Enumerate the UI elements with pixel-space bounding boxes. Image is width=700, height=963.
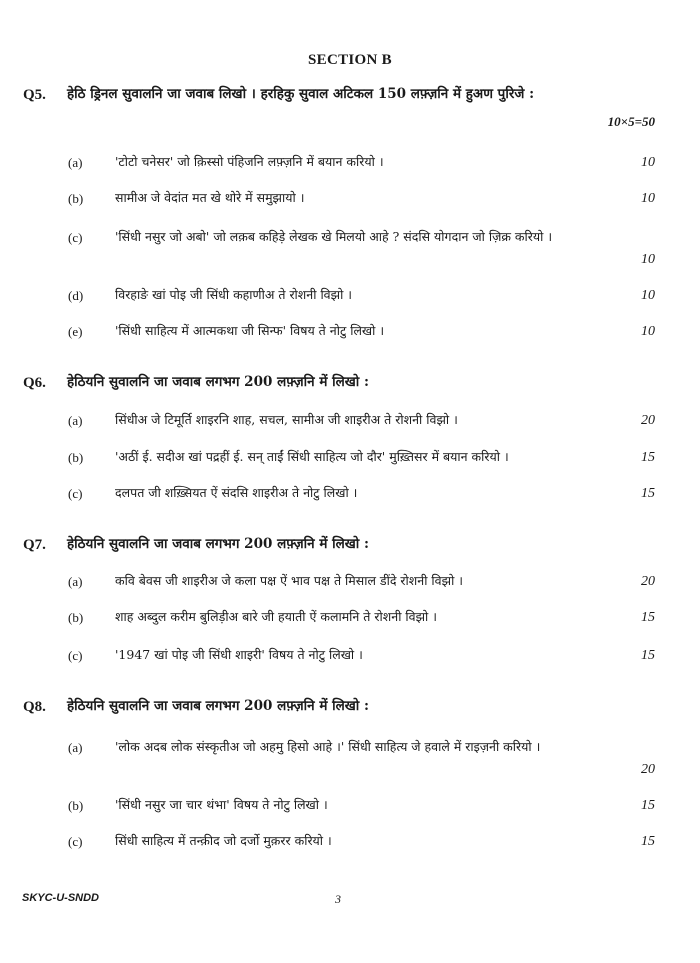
- part-label-q7-c: (c): [68, 648, 83, 663]
- part-label-q5-b: (b): [68, 191, 84, 206]
- part-label-q6-c: (c): [68, 486, 83, 501]
- part-text-q7-b: शाह अब्दुल करीम बुलिड़ीअ बारे जी हयाती ऐं कलामनि ते रोशनी विझो ।: [115, 609, 437, 624]
- page-number: 3: [335, 892, 341, 906]
- part-label-q5-d: (d): [68, 288, 84, 303]
- question-number-q8: Q8.: [23, 699, 46, 715]
- section-title: SECTION B: [308, 52, 392, 68]
- part-marks-q5-e: 10: [641, 324, 655, 339]
- part-label-q5-c: (c): [68, 230, 83, 245]
- part-text-q5-c: 'सिंधी नसुर जो अबो' जो लक़ब कहिड़े लेखक खे मिलयो आहे ? संदसि योगदान जो ज़िक्र करियो ।: [115, 229, 553, 244]
- part-label-q8-b: (b): [68, 798, 84, 813]
- part-marks-q6-c: 15: [641, 486, 655, 501]
- question-number-q7: Q7.: [23, 537, 46, 553]
- part-marks-q7-a: 20: [641, 574, 655, 589]
- question-number-q6: Q6.: [23, 375, 46, 391]
- part-text-q5-e: 'सिंधी साहित्य में आत्मकथा जी सिन्फ' विषय ते नोटु लिखो ।: [115, 323, 385, 338]
- question-text-q8: हेठियनि सुवालनि जा जवाब लगभग 200 लफ़्ज़नि में लिखो :: [67, 698, 369, 714]
- part-label-q6-a: (a): [68, 413, 83, 428]
- question-text-q5: हेठि ड्रिनल सुवालनि जा जवाब लिखो । हरहिकु सुवाल अटिकल 150 लफ़्ज़नि में हुअण पुरिजे :: [67, 86, 535, 102]
- part-text-q8-b: 'सिंधी नसुर जा चार थंभा' विषय ते नोटु लिखो ।: [115, 797, 328, 812]
- part-text-q5-b: सामीअ जे वेदांत मत खे थोरे में समुझायो ।: [115, 190, 305, 205]
- part-marks-q8-c: 15: [641, 834, 655, 849]
- part-label-q8-c: (c): [68, 834, 83, 849]
- question-text-q6: हेठियनि सुवालनि जा जवाब लगभग 200 लफ़्ज़नि में लिखो :: [67, 374, 369, 390]
- part-label-q6-b: (b): [68, 450, 84, 465]
- part-marks-q7-b: 15: [641, 610, 655, 625]
- part-label-q7-a: (a): [68, 574, 83, 589]
- part-marks-q7-c: 15: [641, 648, 655, 663]
- part-text-q6-a: सिंधीअ जे टिमूर्ति शाइरनि शाह, सचल, सामीअ जी शाइरीअ ते रोशनी विझो ।: [115, 412, 458, 427]
- question-number-q5: Q5.: [23, 87, 46, 103]
- part-marks-q5-b: 10: [641, 191, 655, 206]
- part-marks-q5-d: 10: [641, 288, 655, 303]
- part-label-q8-a: (a): [68, 740, 83, 755]
- part-label-q5-a: (a): [68, 155, 83, 170]
- part-text-q8-a: 'लोक अदब लोक संस्कृतीअ जो अहमु हिसो आहे ।' सिंधी साहित्य जे हवाले में राइज़नी करियो ।: [115, 739, 541, 754]
- part-text-q5-a: 'टोटो चनेसर' जो क़िस्सो पंहिजनि लफ़्ज़नि में बयान करियो ।: [115, 154, 384, 169]
- question-text-q7: हेठियनि सुवालनि जा जवाब लगभग 200 लफ़्ज़नि में लिखो :: [67, 536, 369, 552]
- part-text-q7-a: कवि बेवस जी शाइरीअ जे कला पक्ष ऐं भाव पक्ष ते मिसाल डींदे रोशनी विझो ।: [115, 573, 464, 588]
- part-marks-q6-a: 20: [641, 413, 655, 428]
- question-marks-q5: 10×5=50: [607, 114, 655, 129]
- part-marks-q6-b: 15: [641, 450, 655, 465]
- paper-code: SKYC-U-SNDD: [22, 892, 99, 904]
- part-text-q6-b: 'अठीं ई. सदीअ खां पद्रहीं ई. सन् ताईं सिंधी साहित्य जो दौर' मुख़्तिसर में बयान करियो ।: [115, 449, 509, 464]
- part-marks-q5-a: 10: [641, 155, 655, 170]
- part-text-q8-c: सिंधी साहित्य में तन्क़ीद जो दर्जो मुक़रर करियो ।: [115, 833, 332, 848]
- part-label-q7-b: (b): [68, 610, 84, 625]
- part-marks-q8-a: 20: [641, 762, 655, 777]
- part-marks-q5-c: 10: [641, 252, 655, 267]
- part-text-q7-c: '1947 खां पोइ जी सिंधी शाइरी' विषय ते नोटु लिखो ।: [115, 647, 363, 662]
- part-text-q5-d: विरहाङे खां पोइ जी सिंधी कहाणीअ ते रोशनी विझो ।: [115, 287, 353, 302]
- part-text-q6-c: दलपत जी शख़्सियत ऐं संदसि शाइरीअ ते नोटु लिखो ।: [115, 485, 358, 500]
- part-marks-q8-b: 15: [641, 798, 655, 813]
- part-label-q5-e: (e): [68, 324, 83, 339]
